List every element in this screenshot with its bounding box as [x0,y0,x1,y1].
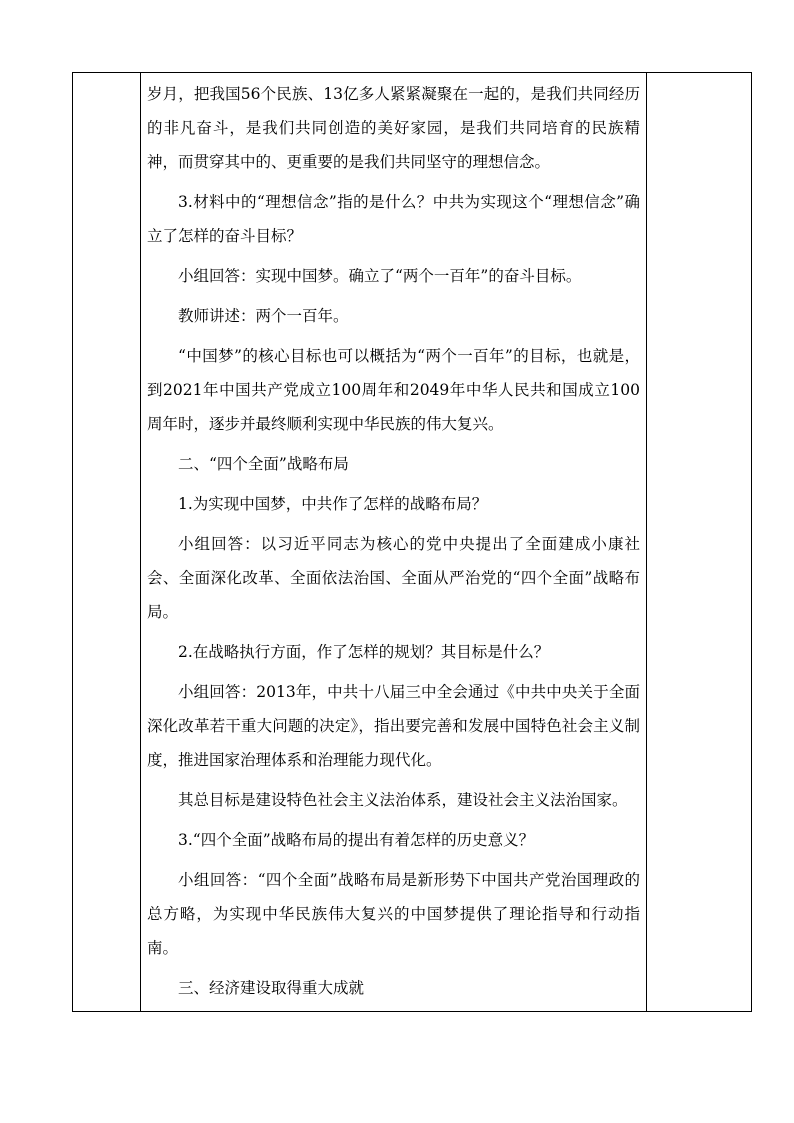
right-column-cell [647,73,752,1012]
section-heading-four-comprehensives: 二、“四个全面”战略布局 [178,455,349,473]
question-3-ideals: 3.材料中的“理想信念”指的是什么？中共为实现这个“理想信念”确立了怎样的奋斗目标？ [147,193,640,245]
group-answer-planning: 小组回答：2013年，中共十八届三中全会通过《中共中央关于全面深化改革若干重大问题的决定》，指出要完善和发展中国特色社会主义制度，推进国家治理体系和治理能力现代化。 [147,683,640,769]
paragraph-continuation: 岁月，把我国56个民族、13亿多人紧紧凝聚在一起的，是我们共同经历的非凡奋斗，是我们共同创造的美好家园，是我们共同培育的民族精神，而贯穿其中的、更重要的是我们共同坚守的理想信念。 [147,85,640,171]
content-cell [141,73,647,1012]
question-2-planning: 2.在战略执行方面，作了怎样的规划？其目标是什么？ [178,643,550,661]
content-body [141,73,646,1005]
table-row [73,73,752,1012]
section-heading-economy: 三、经济建设取得重大成就 [178,979,365,997]
group-answer-significance: 小组回答：“四个全面”战略布局是新形势下中国共产党治国理政的总方略，为实现中华民族伟大复兴的中国梦提供了理论指导和行动指南。 [147,871,640,957]
overall-goal: 其总目标是建设特色社会主义法治体系，建设社会主义法治国家。 [178,791,628,809]
group-answer-china-dream: 小组回答：实现中国梦。确立了“两个一百年”的奋斗目标。 [178,267,582,285]
question-3-significance: 3.“四个全面”战略布局的提出有着怎样的历史意义？ [178,831,535,849]
lesson-table [72,72,752,1012]
china-dream-explanation: “中国梦”的核心目标也可以概括为“两个一百年”的目标，也就是，到2021年中国共产党成立100周年和2049年中华人民共和国成立100周年时，逐步并最终顺利实现中华民族的伟大复兴。 [147,347,640,433]
teacher-narration: 教师讲述：两个一百年。 [178,307,349,325]
group-answer-strategy: 小组回答：以习近平同志为核心的党中央提出了全面建成小康社会、全面深化改革、全面依法治国、全面从严治党的“四个全面”战略布局。 [147,535,640,621]
left-column-cell [73,73,141,1012]
question-1-strategy: 1.为实现中国梦，中共作了怎样的战略布局？ [178,495,488,513]
